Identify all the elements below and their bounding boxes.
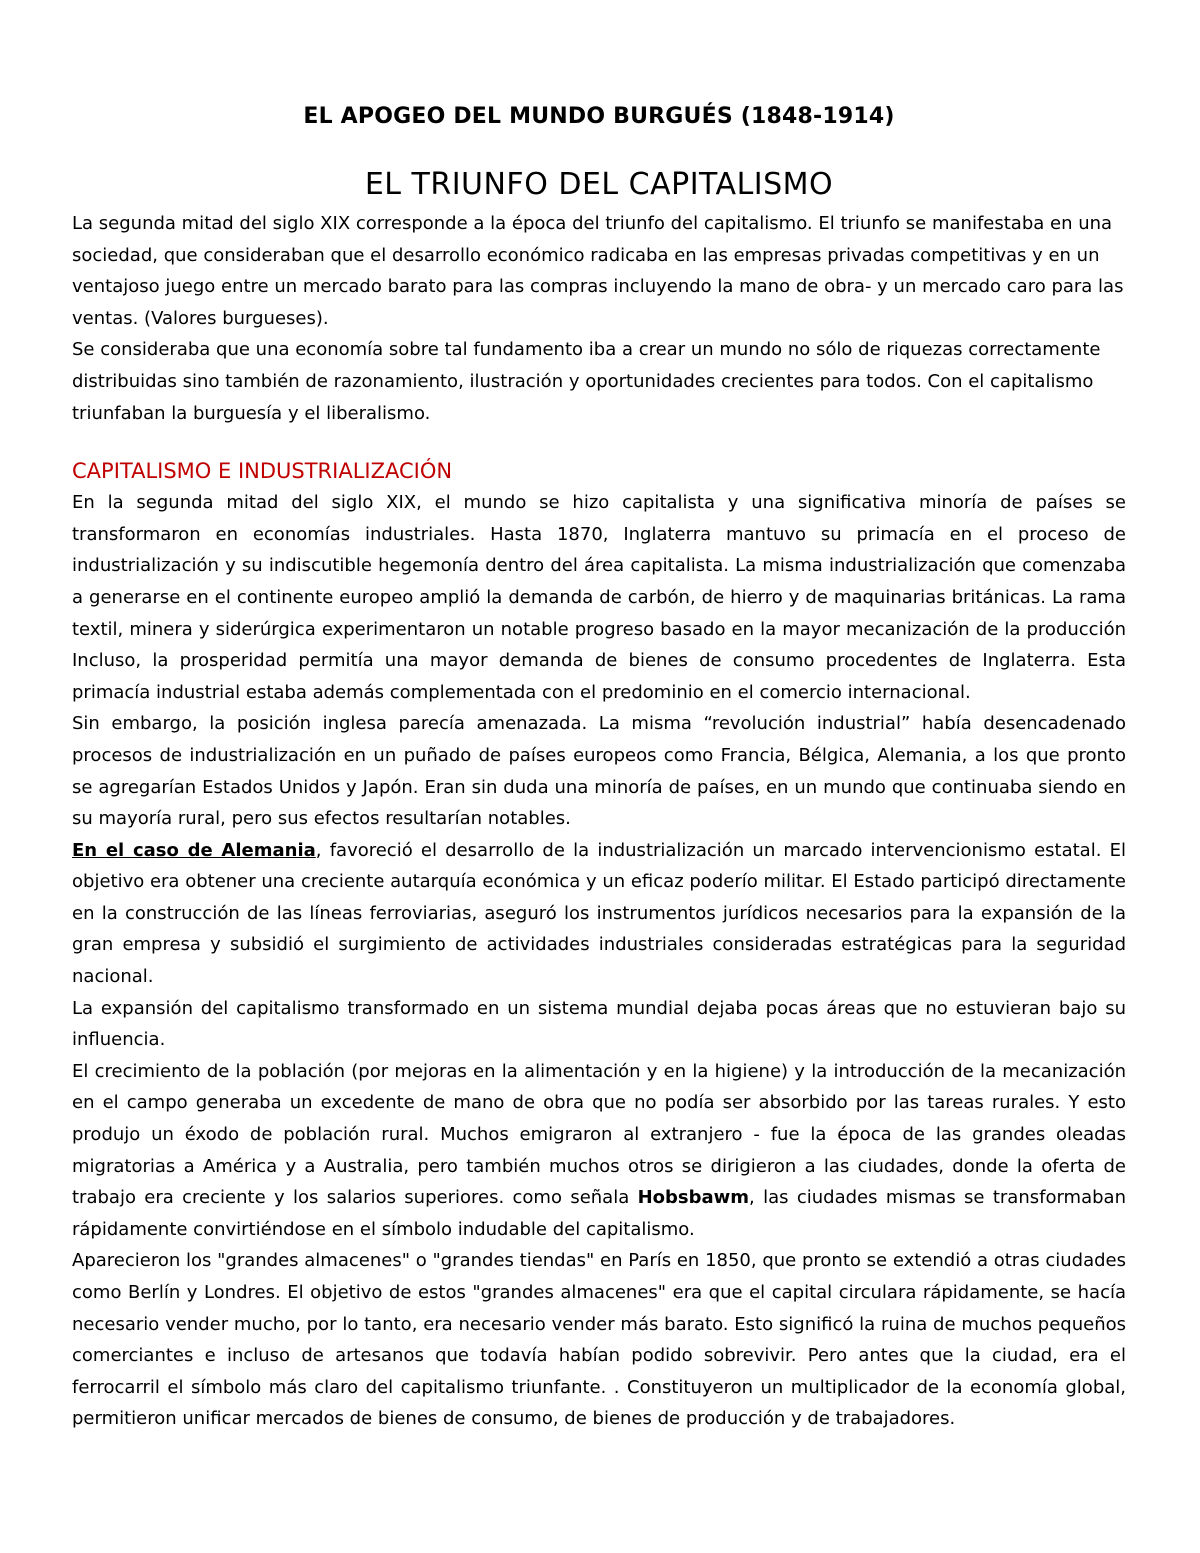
paragraph-poblacion [72,1056,1126,1246]
paragraph-text: , las ciudades mismas se transformaban rápidamente convirtiéndose en el símbolo indudable del capitalismo. [72,1187,1126,1240]
paragraph-text: , favoreció el desarrollo de la industrialización un marcado intervencionismo estatal. El objetivo era obtener una creciente autarquía económica y un eficaz poderío militar. El Estado participó directamente en la construcción de las líneas ferroviarias, aseguró los instrumentos jurídicos necesarios para la expansión de la gran empresa y subsidió el surgimiento de actividades industriales consideradas estratégicas para la seguridad nacional. [72,839,1126,988]
paragraph: La segunda mitad del siglo XIX corresponde a la época del triunfo del capitalismo. El triunfo se manifestaba en una sociedad, que consideraban que el desarrollo económico radicaba en las empresas privadas competitivas y en un ventajoso juego entre un mercado barato para las compras incluyendo la mano de obra- y un mercado caro para las ventas. (Valores burgueses). [72,213,1124,329]
paragraph-alemania [72,835,1126,993]
alemania-lead: En el caso de Alemania [72,839,316,861]
paragraph: Sin embargo, la posición inglesa parecía amenazada. La misma “revolución industrial” había desencadenado procesos de industrialización en un puñado de países europeos como Francia, Bélgica, Alemania, a los que pronto se agregarían Estados Unidos y Japón. Eran sin duda una minoría de países, en un mundo que continuaba siendo en su mayoría rural, pero sus efectos resultarían notables. [72,713,1126,830]
spacer [72,429,1126,455]
paragraph: La expansión del capitalismo transformado en un sistema mundial dejaba pocas áreas que no estuvieran bajo su influencia. [72,997,1126,1051]
section-heading-triunfo: EL TRIUNFO DEL CAPITALISMO [364,167,834,202]
paragraph-text: El crecimiento de la población (por mejoras en la alimentación y en la higiene) y la introducción de la mecanización en el campo generaba un excedente de mano de obra que no podía ser absorbido por las tareas rurales. Y esto produjo un éxodo de población rural. Muchos emigraron al extranjero - fue la época de las grandes oleadas migratorias a América y a Australia, pero también muchos otros se dirigieron a las ciudades, donde la oferta de trabajo era creciente y los salarios superiores. como señala [72,1060,1126,1209]
hobsbawm-name: Hobsbawm [637,1187,750,1209]
document-title: EL APOGEO DEL MUNDO BURGUÉS (1848-1914) [303,104,895,129]
subheading-capitalismo-industrializacion: CAPITALISMO E INDUSTRIALIZACIÓN [72,459,453,484]
paragraph: Se consideraba que una economía sobre tal fundamento iba a crear un mundo no sólo de riquezas correctamente distribuidas sino también de razonamiento, ilustración y oportunidades crecientes para todos. Con el capitalismo triunfaban la burguesía y el liberalismo. [72,339,1101,424]
paragraph: Aparecieron los "grandes almacenes" o "grandes tiendas" en París en 1850, que pronto se extendió a otras ciudades como Berlín y Londres. El objetivo de estos "grandes almacenes" era que el capital circulara rápidamente, se hacía necesario vender mucho, por lo tanto, era necesario vender más barato. Esto significó la ruina de muchos pequeños comerciantes e incluso de artesanos que todavía habían podido sobrevivir. Pero antes que la ciudad, era el ferrocarril el símbolo más claro del capitalismo triunfante. . Constituyeron un multiplicador de la economía global, permitieron unificar mercados de bienes de consumo, de bienes de producción y de trabajadores. [72,1250,1126,1430]
paragraph: En la segunda mitad del siglo XIX, el mundo se hizo capitalista y una significativa minoría de países se transformaron en economías industriales. Hasta 1870, Inglaterra mantuvo su primacía en el proceso de industrialización y su indiscutible hegemonía dentro del área capitalista. La misma industrialización que comenzaba a generarse en el continente europeo amplió la demanda de carbón, de hierro y de maquinarias británicas. La rama textil, minera y siderúrgica experimentaron un notable progreso basado en la mayor mecanización de la producción Incluso, la prosperidad permitía una mayor demanda de bienes de consumo procedentes de Inglaterra. Esta primacía industrial estaba además complementada con el predominio en el comercio internacional. [72,492,1126,703]
